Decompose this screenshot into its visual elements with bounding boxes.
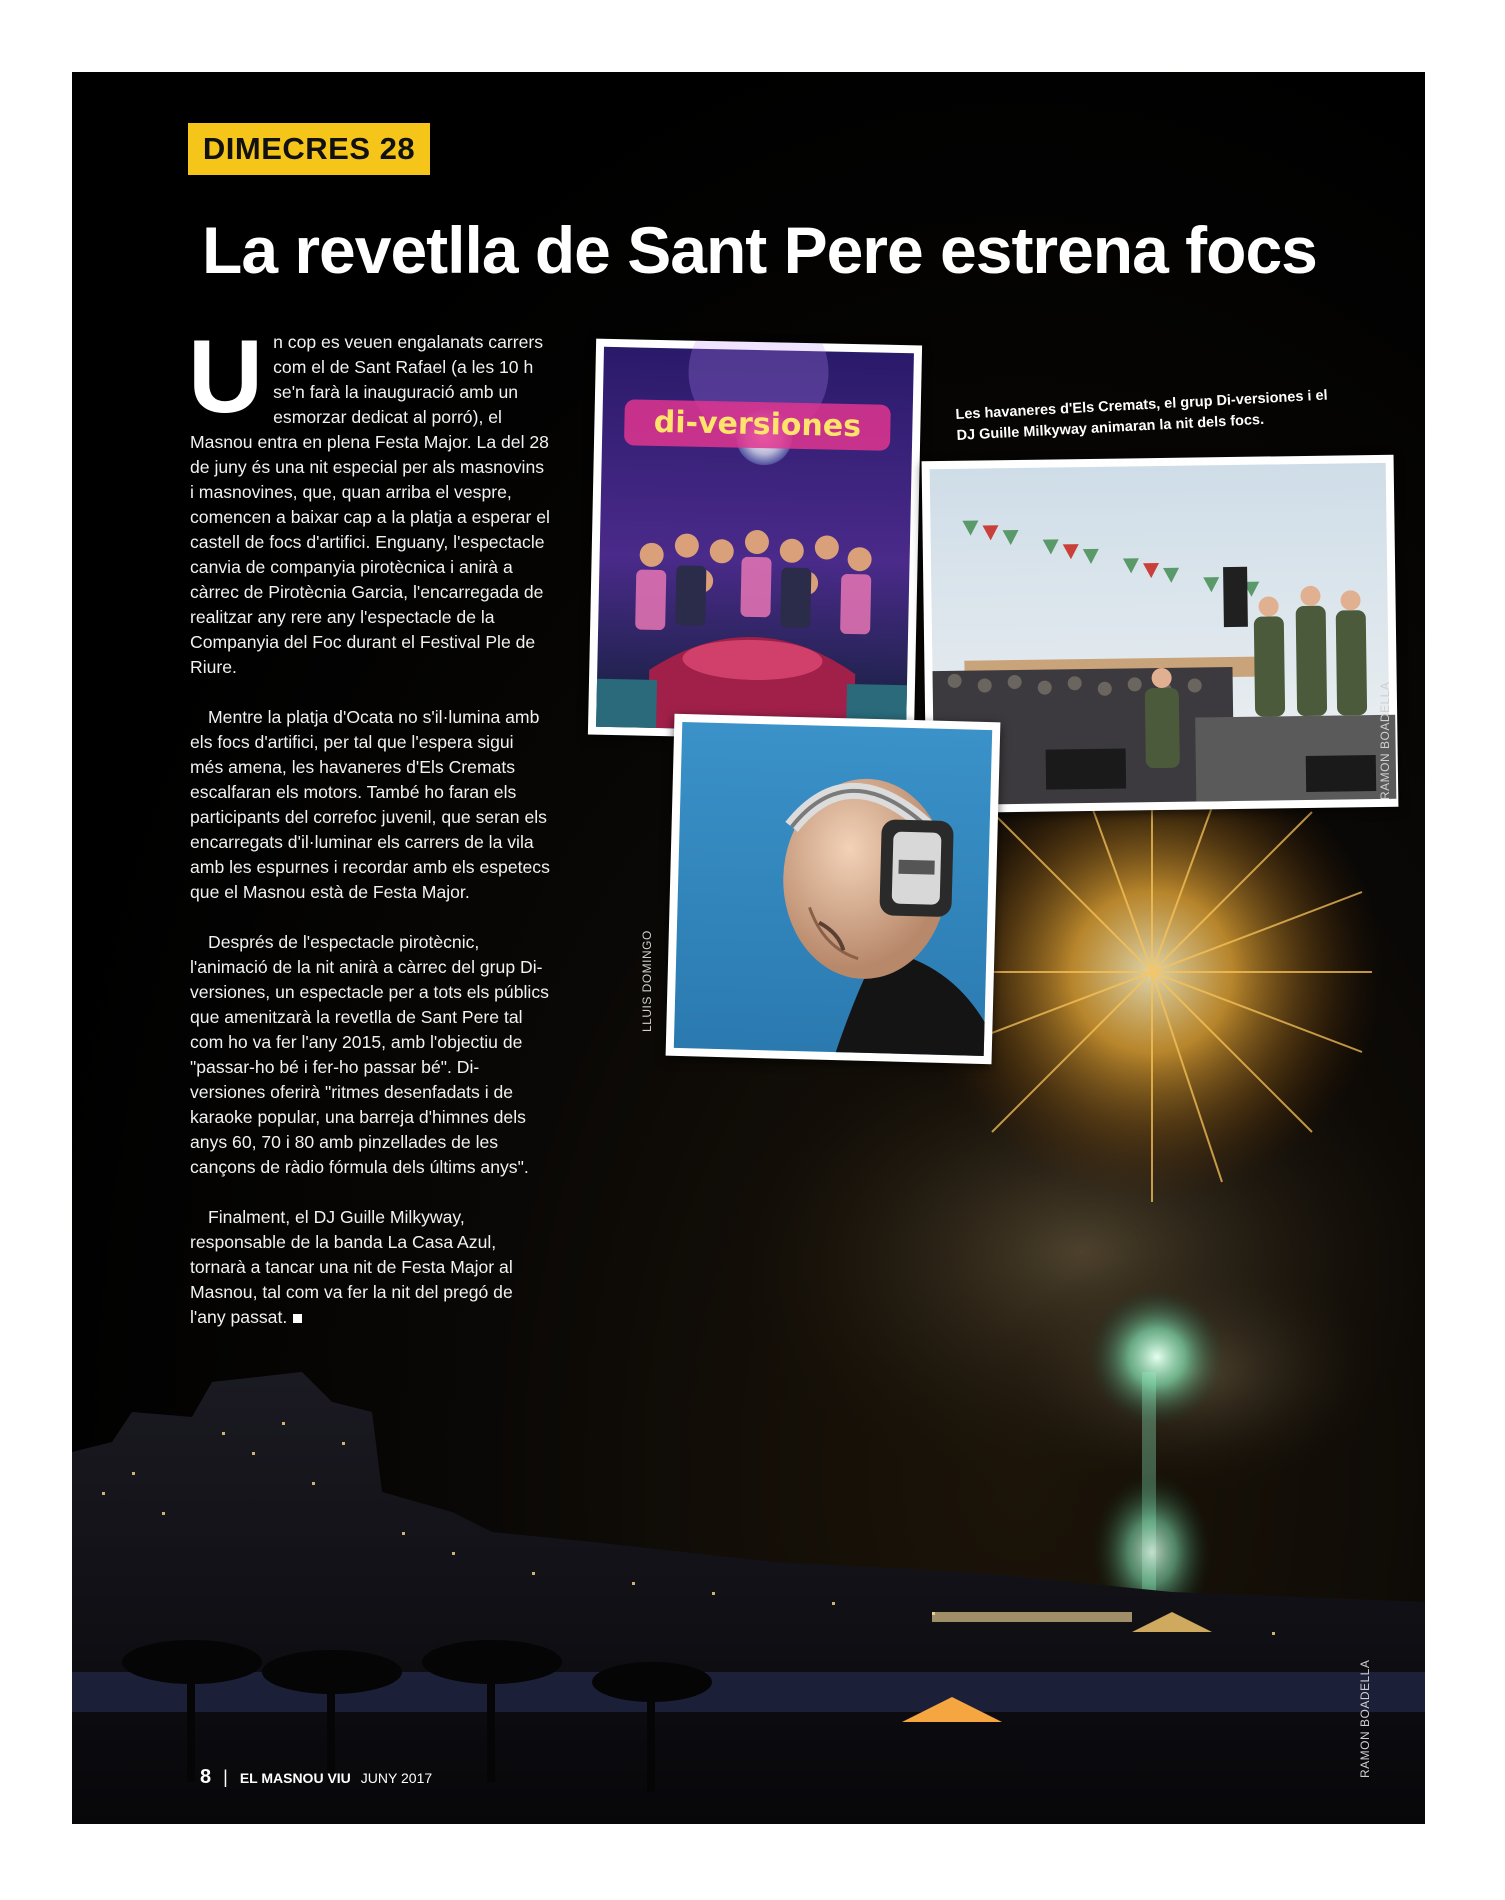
article-headline: La revetlla de Sant Pere estrena focs: [202, 213, 1317, 287]
diversiones-poster-image: [588, 339, 922, 742]
dj-portrait-image: [666, 714, 1001, 1064]
paragraph-text: Finalment, el DJ Guille Milkyway, responsable de la banda La Casa Azul, tornarà a tancar una nit de Festa Major al Masnou, tal com va fer la nit del pregó de l'any passat.: [190, 1207, 513, 1327]
fireworks-photo-credit: RAMON BOADELLA: [1358, 1659, 1372, 1778]
end-of-article-icon: [293, 1314, 302, 1323]
magazine-page: [72, 72, 1425, 1824]
drop-cap: U: [188, 319, 264, 435]
article-paragraph-4: [190, 1205, 550, 1330]
paragraph-text: n cop es veuen engalanats carrers com el de Sant Rafael (a les 10 h se'n farà la inauguració amb un esmorzar dedicat al porró), el Masnou entra en plena Festa Major. La del 28 de juny és una nit especial per als masnovins i masnovines, que, quan arriba el vespre, comencen a baixar cap a la platja a esperar el castell de focs d'artifici. Enguany, l'espectacle canvia de companyia pirotècnica i anirà a càrrec de Pirotècnia Garcia, l'encarregada de realitzar any rere any l'espectacle de la Companyia del Foc durant el Festival Ple de Riure.: [190, 332, 550, 677]
concert-photo-credit: RAMON BOADELLA: [1378, 681, 1392, 800]
footer-separator: |: [223, 1767, 228, 1787]
page-number: 8: [200, 1766, 212, 1788]
photo-caption: Les havaneres d'Els Cremats, el grup Di-versiones i el DJ Guille Milkyway animaran la nit dels focs.: [955, 387, 1328, 444]
diversiones-photo: [588, 339, 922, 742]
magazine-name: EL MASNOU VIU: [239, 1770, 351, 1786]
day-badge: DIMECRES 28: [188, 123, 430, 175]
dj-photo: [666, 714, 1001, 1064]
article-paragraph-3: Després de l'espectacle pirotècnic, l'animació de la nit anirà a càrrec del grup Di-versiones, un espectacle per a tots els públics que amenitzarà la revetlla de Sant Pere tal com ho va fer l'any 2015, amb l'objectiu de "passar-ho bé i fer-ho passar bé". Di-versiones oferirà "ritmes desenfadats i de karaoke popular, una barreja d'himnes dels anys 60, 70 i 80 amb pinzellades de les cançons de ràdio fórmula dels últims anys".: [190, 932, 549, 1177]
article-paragraph-1: [188, 319, 550, 680]
dj-photo-credit: LLUIS DOMINGO: [640, 930, 654, 1032]
article-paragraph-2: Mentre la platja d'Ocata no s'il·lumina amb els focs d'artifici, per tal que l'espera sigui més amena, les havaneres d'Els Cremats escalfaran els motors. També ho faran els participants del correfoc juvenil, que seran els encarregats d'il·luminar els carrers de la vila amb les espurnes i recordar amb els espetecs que el Masnou està de Festa Major.: [190, 707, 550, 902]
page-footer: [200, 1766, 432, 1789]
poster-logo-text: di-versiones: [653, 404, 862, 445]
issue-date: JUNY 2017: [360, 1770, 433, 1786]
article-body: [188, 319, 550, 1355]
